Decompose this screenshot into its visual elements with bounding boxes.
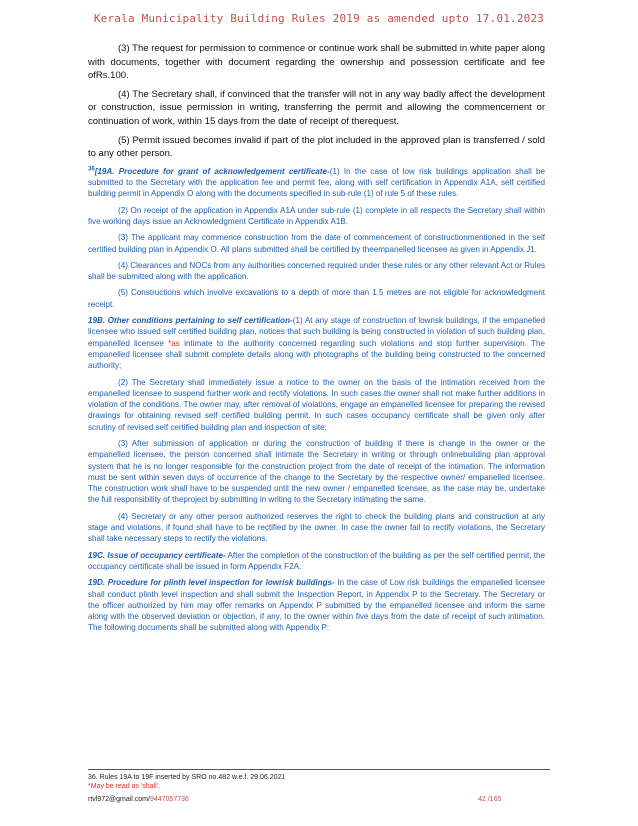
rule-19c-paragraph [88,550,545,573]
footer-phone: 9447057736 [149,796,189,803]
rule-19b-sub-1-end: intimate to the authority concerned regarding such violations and stop further supervision. The empanelled licensee shall submit complete details along with photographs of the building being constructed to the concerned authority; [88,338,545,371]
rule-19d-text: In the case of Low risk buildings the empanelled licensee shall conduct plinth level inspection and shall submit the Inspection Report, in Appendix P to the Secretary. The Secretary or the officer authorized by him may offer remarks on Appendix P submitted by the empanelled licensee and inform the same along with the observed deviation or objection, if any, to the owner within five days from the date of receipt of such intimation. The following documents shall be submitted along with Appendix P: [88,578,546,633]
rule-19b-sub-4: (4) Secretary or any other person authorized reserves the right to check the building plans and construction at any stage and violations, if found shall have to be rectified by the owner. In case the owner fail to rectify violations, the Secretary shall take necessary steps to rectify the violations. [88,511,545,544]
rule-19a-heading-paragraph [88,166,545,200]
paragraph-3: (3) The request for permission to commence or continue work shall be submitted in white paper along with documents, together with document regarding the ownership and possession certificate and fee ofRs.100. [88,43,545,82]
rule-19b-title: 19B. Other conditions pertaining to self certification- [88,316,293,326]
rule-19a-sub-2: (2) On receipt of the application in Appendix A1A under sub-rule (1) complete in all respects the Secretary shall within five working days issue an Acknowledgment Certificate in Appendix A1B. [88,205,545,226]
rule-19b-heading-paragraph [88,315,545,371]
as-correction-mark: *as [168,338,180,348]
page-number: 42 /165 [478,796,502,803]
page-footer [88,796,550,803]
rule-19a-bracket: [ [94,166,98,176]
rule-19d-title: 19D. Procedure for plinth level inspection for lowrisk buildings- [88,578,335,588]
running-header: Kerala Municipality Building Rules 2019 as amended upto 17.01.2023 [93,12,545,25]
rule-19b-sub-3: (3) After submission of application or during the construction of building if there is change in the owner or the empanelled licensee, the person concerned shall intimate the Secretary in writing or through onlinebuilding plan approval system that he is no longer responsible for the construction project from the date of receipt of the intimation. The information must be sent within seven days of occurrence of the change to the Secretary by the respective owner/ empanelled licensee. The construction work shall have to be suspended until the new owner / empanelled licensee, as the case may be, undertake the full responsibility of theproject by submitting in writing to the Secretary intimating the same. [88,438,545,505]
rule-19a-sub-4: (4) Clearances and NOCs from any authorities concerned required under these rules or any other relevant Act or Rules shall be submitted along with the application. [88,260,545,282]
footer-separator: / [148,796,150,803]
footnote-star: *May be read as 'shall'. [88,783,160,790]
rule-19a-sub-3: (3) The applicant may commence construction from the date of commencement of constructionmentioned in the self certified building plan in Appendix O. All plans submitted shall be certified by theempanelled licensee as given in Appendix J1. [88,233,545,254]
rule-19b-sub-2: (2) The Secretary shall immediately issue a notice to the owner on the basis of the intimation received from the empanelled licensee to suspend further work and rectify violations. In such cases the owner shall not make further additions in violation of the conditions. The owner may, after removal of violations, engage an empanelled licensee for preparing the revised drawings for obtaining revised self certified building permit. In such cases occupancy certificate shall be given only after scrutiny of revised self certified building plan and inspection of site; [88,377,545,432]
footnote-36: 36. Rules 19A to 19F inserted by SRO no.482 w.e.f. 29.06.2021 [88,774,286,781]
rule-19b-sub-1-start: (1) At any stage of construction of lowrisk buildings, if the empanelled licensee who issued self certified building plan, notices that such building is being constructed in violation of such building plan, empanelled licensee [88,316,545,348]
footnote-divider [88,769,550,770]
rule-19d-paragraph [88,577,545,633]
rule-19c-title: 19C. Issue of occupancy certificate- [88,550,226,560]
paragraph-5: (5) Permit issued becomes invalid if part of the plot included in the approved plan is transferred / sold to any other person. [88,134,545,160]
rule-19a-sub-5: (5) Constructions which involve excavations to a depth of more than 1.5 metres are not eligible for acknowledgment receipt. [88,288,545,309]
paragraph-4: (4) The Secretary shall, if convinced that the transfer will not in any way badly affect the development or construction, issue permission in writing, transferring the permit and allowing the commencement or continuation of work, within 15 days from the date of receipt of therequest. [88,88,545,127]
rule-19a-title: 19A. Procedure for grant of acknowledgement certificate- [97,166,330,176]
footer-email[interactable]: rtvl972@gmail.com [88,796,149,803]
rule-19c-text: After the completion of the construction of the building as per the self certified permit, the occupancy certificate shall be issued in form Appendix F2A. [88,550,545,571]
footnote-ref-36[interactable]: 36 [88,166,95,173]
rule-19a-sub-1: (1) In the case of low risk buildings application shall be submitted to the Secretary with the application fee and permit fee, along with self certification in Appendix A1A, self certified building permit in Appendix O along with the documents specified in sub-rule (1) of rule 5 of these rules. [88,166,545,199]
page-body [88,42,545,639]
